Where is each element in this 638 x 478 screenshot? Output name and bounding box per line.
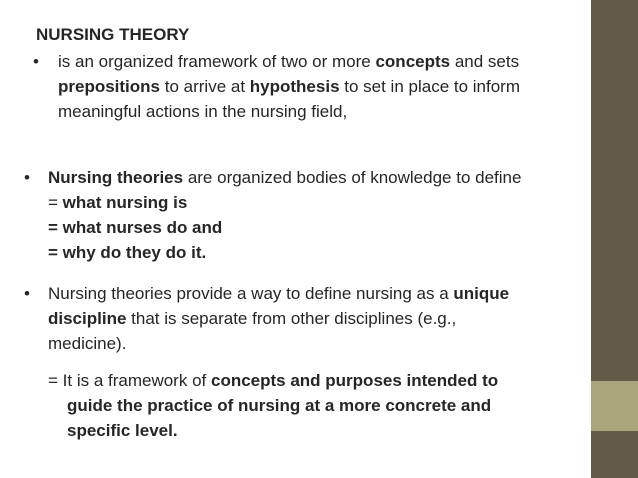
bullet-icon: • (33, 52, 39, 71)
block1-line3: meaningful actions in the nursing field, (58, 102, 348, 121)
block3-line1 (48, 283, 509, 305)
emphasis: unique (453, 284, 510, 303)
text: to set in place to inform (339, 77, 521, 96)
block4-line2: guide the practice of nursing at a more concrete and (67, 396, 492, 415)
text: and sets (450, 52, 520, 71)
block3-line3: medicine). (48, 334, 127, 353)
emphasis: what nursing is (62, 193, 188, 212)
slide-heading: NURSING THEORY (36, 25, 190, 44)
emphasis: concepts (375, 52, 451, 71)
text: = (48, 193, 63, 212)
block2-line4: = why do they do it. (48, 243, 207, 262)
emphasis: discipline (48, 309, 127, 328)
sidebar-top-band (591, 0, 638, 381)
text: = It is a framework of (48, 371, 211, 390)
block2-line2 (48, 192, 187, 214)
block4-line1 (48, 370, 498, 392)
text: to arrive at (160, 77, 250, 96)
text: is an organized framework of two or more (58, 52, 376, 71)
emphasis: prepositions (58, 77, 161, 96)
text: Nursing theories provide a way to define nursing as a (48, 284, 454, 303)
emphasis: concepts and purposes intended to (210, 371, 499, 390)
sidebar-bottom-band (591, 431, 638, 478)
block1-line1 (58, 51, 519, 73)
bullet-icon: • (24, 168, 30, 187)
emphasis: hypothesis (249, 77, 340, 96)
emphasis: Nursing theories (48, 168, 184, 187)
block1-line2 (58, 76, 520, 98)
block3-line2 (48, 308, 456, 330)
block2-line1 (48, 167, 521, 189)
text: that is separate from other disciplines (e.g., (126, 309, 457, 328)
bullet-icon: • (24, 284, 30, 303)
sidebar-accent-band (591, 381, 638, 431)
text: are organized bodies of knowledge to define (183, 168, 522, 187)
block4-line3: specific level. (67, 421, 178, 440)
block2-line3: = what nurses do and (48, 218, 223, 237)
